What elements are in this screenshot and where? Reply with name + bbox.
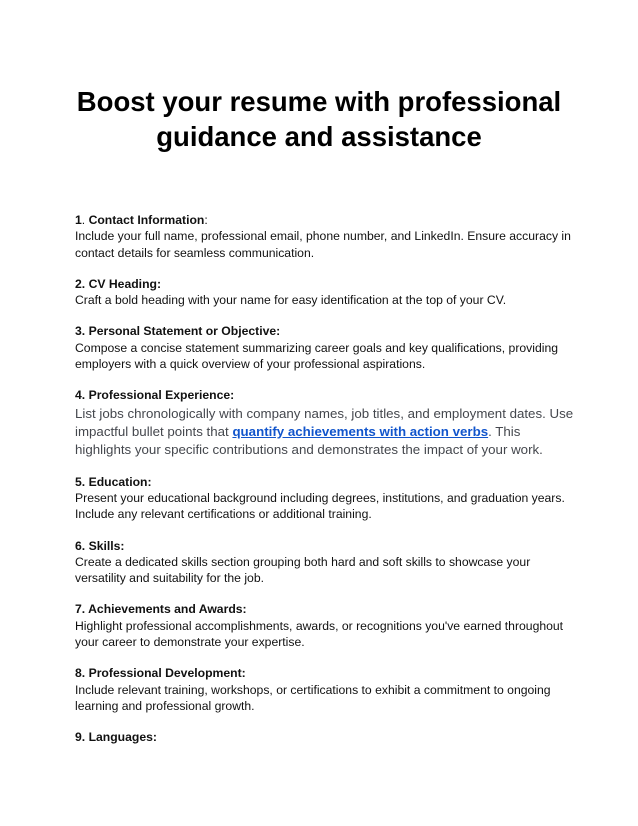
- section-professional-development: [75, 665, 575, 714]
- section-text-before-link: List jobs chronologically with company names, job titles, and employment dates. Use impactful bullet points that: [75, 405, 574, 439]
- section-text: Present your educational background including degrees, institutions, and graduation years. Include any relevant certifications or additional training.: [75, 490, 565, 522]
- action-verbs-link[interactable]: quantify achievements with action verbs: [232, 423, 489, 439]
- section-skills: [75, 538, 575, 587]
- section-title: Languages:: [88, 730, 157, 745]
- section-languages: [75, 729, 575, 745]
- section-text: Include your full name, professional email, phone number, and LinkedIn. Ensure accuracy in contact details for seamless communication.: [75, 229, 571, 260]
- section-heading: [75, 387, 575, 403]
- section-education: [75, 474, 575, 523]
- section-achievements-awards: [75, 601, 575, 650]
- section-heading: [75, 538, 575, 554]
- section-number: 5.: [75, 474, 86, 489]
- section-title: Education:: [88, 474, 152, 489]
- section-number: 3.: [75, 324, 86, 339]
- section-professional-experience: [75, 387, 575, 458]
- document-body: [75, 212, 575, 761]
- section-number: 2.: [75, 276, 86, 291]
- section-title: Professional Experience:: [88, 388, 235, 403]
- section-text: Compose a concise statement summarizing career goals and key qualifications, providing employers with a quick overview of your professional aspirations.: [75, 340, 559, 372]
- section-heading: [75, 729, 575, 745]
- section-number: 9.: [75, 730, 86, 745]
- section-title: Contact Information: [88, 213, 205, 227]
- section-number: 4.: [75, 388, 86, 403]
- section-number: 1: [75, 213, 82, 227]
- section-text: [75, 405, 575, 459]
- section-heading: [75, 601, 575, 617]
- title-line-2: guidance and assistance: [156, 121, 482, 152]
- section-contact-information: [75, 212, 575, 261]
- section-heading: [75, 323, 575, 339]
- section-title: CV Heading:: [88, 276, 162, 291]
- section-cv-heading: [75, 276, 575, 309]
- section-heading: 1. Contact Information:: [75, 213, 208, 227]
- section-heading: [75, 276, 575, 292]
- title-line-1: Boost your resume with professional: [76, 86, 562, 117]
- page-title: [0, 84, 638, 154]
- section-number: 7.: [75, 602, 86, 617]
- section-title: Professional Development:: [88, 666, 246, 681]
- section-text: Include relevant training, workshops, or certifications to exhibit a commitment to ongoing learning and professional growth.: [75, 682, 551, 713]
- section-number: 8.: [75, 666, 86, 681]
- section-title: Personal Statement or Objective:: [88, 324, 281, 339]
- section-text-after-link: . This highlights your specific contributions and demonstrates the impact of your work.: [75, 423, 543, 457]
- section-heading: [75, 665, 575, 681]
- section-text: Create a dedicated skills section grouping both hard and soft skills to showcase your versatility and suitability for the job.: [75, 554, 531, 586]
- section-title: Achievements and Awards:: [88, 602, 247, 617]
- section-text: Highlight professional accomplishments, awards, or recognitions you've earned throughout your career to demonstrate your expertise.: [75, 618, 564, 650]
- section-number: 6.: [75, 538, 86, 553]
- section-text: Craft a bold heading with your name for easy identification at the top of your CV.: [75, 293, 507, 308]
- section-personal-statement: [75, 323, 575, 372]
- section-heading: [75, 474, 575, 490]
- section-title: Skills:: [88, 538, 125, 553]
